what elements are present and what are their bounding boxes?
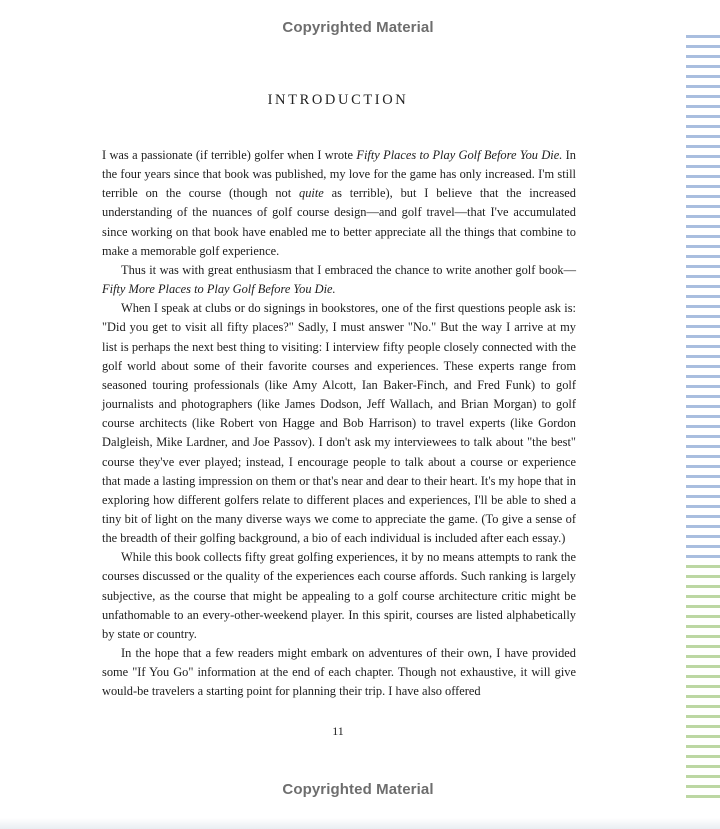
copyright-watermark-bottom: Copyrighted Material bbox=[282, 781, 434, 798]
page-bottom-shadow bbox=[0, 818, 720, 829]
paragraph-3: When I speak at clubs or do signings in bookstores, one of the first questions people ask is: "Did you get to visit all fifty places?" Sadly, I must answer "No." But the way I arrive at my list is perhaps the next best thing to visiting: I interview fifty people closely connected with the golf world about some of their favorite courses and experiences. These experts range from seasoned touring professionals (like Amy Alcott, Ian Baker-Finch, and Fred Funk) to golf journalists and photographers (like James Dodson, Jeff Wallach, and Brian Morgan) to golf course architects (like Robert von Hagge and Bob Harrison) to travel experts (like Gordon Dalgleish, Mike Lardner, and Joe Passov). I don't ask my interviewees to talk about "the best" course they've ever played; instead, I encourage people to talk about a course or experience that made a lasting impression on them or that's near and dear to their heart. It's my hope that in exploring how different golfers relate to different places and experiences, I'll be able to shed a tiny bit of light on the many diverse ways we come to appreciate the game. (To give a sense of the breadth of their golfing background, a bio of each individual is included after each essay.) bbox=[102, 301, 576, 546]
emphasis-quite: quite bbox=[299, 186, 324, 201]
page-number: 11 bbox=[332, 724, 344, 738]
paragraph-1-text-a: I was a passionate (if terrible) golfer when I wrote bbox=[102, 148, 357, 162]
paragraph-5: In the hope that a few readers might embark on adventures of their own, I have provided some "If You Go" information at the end of each chapter. Though not exhaustive, it will give would-be travelers a starting point for planning their trip. I have also offered bbox=[102, 646, 576, 699]
paragraph-2-text: Thus it was with great enthusiasm that I embraced the chance to write another golf book— bbox=[121, 262, 576, 277]
body-text bbox=[102, 146, 576, 702]
paragraph-4: While this book collects fifty great golfing experiences, it by no means attempts to rank the courses discussed or the quality of the experiences each course affords. Such ranking is largely subjective, as the course that might be appealing to a golf course architecture critic might be unfathomable to an every-other-weekend player. In this spirit, courses are listed alphabetically by state or country. bbox=[102, 550, 576, 641]
paragraph-2 bbox=[102, 261, 576, 299]
copyright-watermark-top: Copyrighted Material bbox=[282, 19, 434, 36]
page-edge-stripes-green bbox=[686, 560, 720, 800]
second-book-title-italic: Fifty More Places to Play Golf Before You Die. bbox=[102, 282, 336, 297]
chapter-title: INTRODUCTION bbox=[267, 92, 409, 108]
book-title-italic: Fifty Places to Play Golf Before You Die. bbox=[356, 148, 563, 162]
paragraph-1-text-b: In the four years since that book was published, my love for the game has only increased. I'm still terrible on the course (though not bbox=[102, 148, 577, 201]
paragraph-1-text-c: as terrible), but I believe that the increased understanding of the nuances of golf course design—and golf travel—that I've accumulated since working on that book have enabled me to better appreciate all the things that combine to make a memorable golf experience. bbox=[102, 186, 576, 258]
paragraph-1 bbox=[102, 146, 576, 261]
